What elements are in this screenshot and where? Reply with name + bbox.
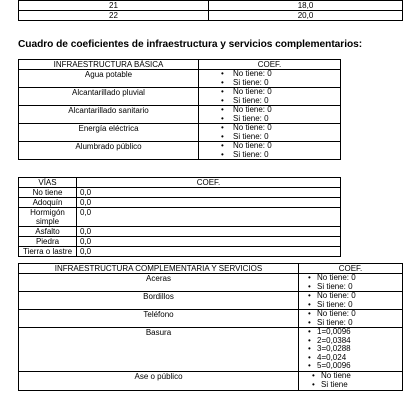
coef-cell [299,372,403,391]
coef-cell [199,106,341,124]
coef-value: 0,0 [77,188,341,198]
list-item: • Si tiene [321,381,402,390]
coef-cell [199,142,341,160]
coef-value: 0,0 [77,198,341,208]
coef-cell [199,124,341,142]
list-item: • No tiene: 0 [317,274,402,283]
list-item: • No tiene: 0 [233,106,340,115]
coef-value: 0,0 [77,208,341,227]
list-item: • No tiene: 0 [317,292,402,301]
table-row [19,1,403,11]
list-item: • Si tiene: 0 [233,97,340,106]
list-item: • No tiene: 0 [317,310,402,319]
column-header: INFRAESTRUCTURA BÁSICA [19,60,199,70]
table-row [19,328,403,372]
continuation-table [18,0,403,21]
list-item: • Si tiene: 0 [317,301,402,310]
table-row [19,88,341,106]
row-label: Energía eléctrica [19,124,199,142]
list-item: • Si tiene: 0 [233,133,340,142]
list-item: • No tiene [321,372,402,381]
complementary-infrastructure-table [18,263,403,391]
list-item: • No tiene: 0 [233,142,340,151]
table-row [19,124,341,142]
list-item: • No tiene: 0 [233,124,340,133]
table-row [19,106,341,124]
vias-table [18,177,341,257]
table-row [19,237,341,247]
list-item: • Si tiene: 0 [317,319,402,328]
row-label: Hormigón simple [19,208,77,227]
coef-cell [299,328,403,372]
column-header: INFRAESTRUCTURA COMPLEMENTARIA Y SERVICIOS [19,264,299,274]
column-header: COEF. [299,264,403,274]
list-item: • 3=0,0288 [317,345,402,354]
column-header: COEF. [199,60,341,70]
row-label: Adoquín [19,198,77,208]
table-row [19,11,403,21]
table-row [19,292,403,310]
row-label: Tierra o lastre [19,247,77,257]
row-label: Alcantarillado pluvial [19,88,199,106]
list-item: • 4=0,024 [317,354,402,363]
row-label: Alcantarillado sanitario [19,106,199,124]
row-label: Basura [19,328,299,372]
column-header: COEF. [77,178,341,188]
coef-value: 0,0 [77,247,341,257]
table-cell: 20,0 [209,11,403,21]
row-label: Aceras [19,274,299,292]
list-item: • No tiene: 0 [233,88,340,97]
table-row [19,208,341,227]
row-label: Piedra [19,237,77,247]
row-label: Agua potable [19,70,199,88]
table-row [19,198,341,208]
table-row [19,274,403,292]
section-title: Cuadro de coeficientes de infraestructura y servicios complementarios: [18,39,363,50]
basic-infrastructure-table [18,59,341,160]
table-header-row [19,178,341,188]
coef-cell [299,310,403,328]
coef-value: 0,0 [77,237,341,247]
row-label: No tiene [19,188,77,198]
table-row [19,142,341,160]
row-label: Bordillos [19,292,299,310]
list-item: • 1=0,0096 [317,328,402,337]
row-label: Ase o público [19,372,299,391]
table-row [19,372,403,391]
list-item: • 2=0,0384 [317,337,402,346]
list-item: • Si tiene: 0 [233,79,340,88]
table-cell: 21 [19,1,209,11]
coef-cell [299,274,403,292]
table-row [19,227,341,237]
table-cell: 22 [19,11,209,21]
table-cell: 18,0 [209,1,403,11]
table-row [19,70,341,88]
table-row [19,310,403,328]
table-header-row [19,60,341,70]
coef-cell [199,70,341,88]
row-label: Alumbrado público [19,142,199,160]
table-row [19,188,341,198]
list-item: • Si tiene: 0 [233,151,340,160]
table-row [19,247,341,257]
list-item: • No tiene: 0 [233,70,340,79]
list-item: • Si tiene: 0 [233,115,340,124]
row-label: Asfalto [19,227,77,237]
coef-cell [199,88,341,106]
row-label: Teléfono [19,310,299,328]
coef-cell [299,292,403,310]
list-item: • 5=0,0096 [317,362,402,371]
table-header-row [19,264,403,274]
coef-value: 0,0 [77,227,341,237]
list-item: • Si tiene: 0 [317,283,402,292]
column-header: VÍAS [19,178,77,188]
